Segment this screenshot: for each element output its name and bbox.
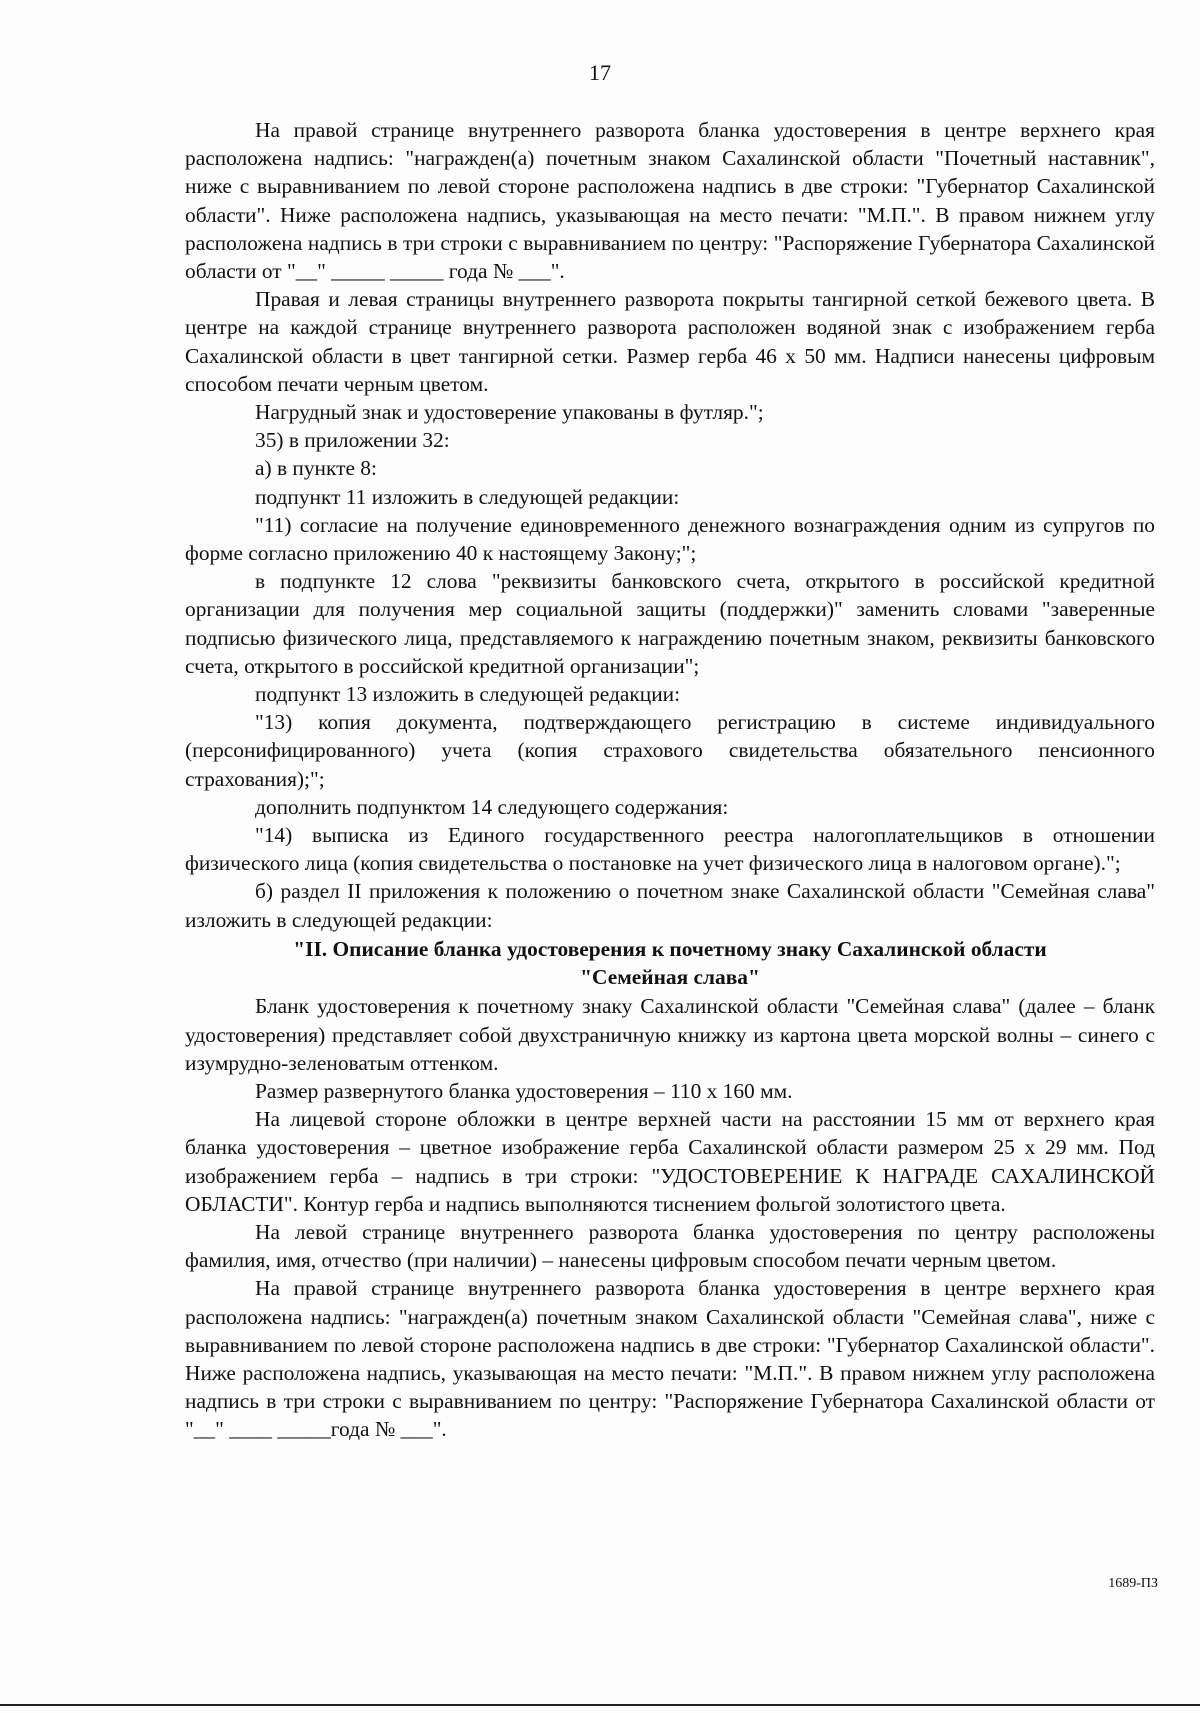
paragraph: в подпункте 12 слова "реквизиты банковского счета, открытого в российской кредитной организации для получения мер социальной защиты (поддержки)" заменить словами "заверенные подписью физического лица, представляемого к награждению почетным знаком, реквизиты банковского счета, открытого в российской кредитной организации"; — [185, 569, 1155, 678]
paragraph: "13) копия документа, подтверждающего регистрацию в системе индивидуального (персонифицированного) учета (копия страхового свидетельства обязательного пенсионного страхования);"; — [185, 710, 1155, 791]
paragraph: На правой странице внутреннего разворота бланка удостоверения в центре верхнего края расположена надпись: "награжден(а) почетным знаком Сахалинской области "Почетный наставник", ниже с выравниванием по левой стороне расположена надпись в две строки: "Губернатор Сахалинской области". Ниже расположена надпись, указывающая на место печати: "М.П.". В правом нижнем углу расположена надпись в три строки с выравниванием по центру: "Распоряжение Губернатора Сахалинской области от "__" _____ _____ года № ___". — [185, 118, 1155, 284]
paragraph: "11) согласие на получение единовременного денежного вознаграждения одним из супругов по форме согласно приложению 40 к настоящему Закону;"; — [185, 512, 1155, 566]
scan-edge-line — [0, 1704, 1200, 1706]
paragraph: На лицевой стороне обложки в центре верхней части на расстоянии 15 мм от верхнего края бланка удостоверения – цветное изображение герба Сахалинской области размером 25 x 29 мм. Под изображением герба – надпись в три строки: "УДОСТОВЕРЕНИЕ К НАГРАДЕ САХАЛИНСКОЙ ОБЛАСТИ". Контур герба и надпись выполняются тиснением фольгой золотистого цвета. — [185, 1107, 1155, 1216]
paragraph: Нагрудный знак и удостоверение упакованы в футляр."; — [255, 400, 764, 425]
paragraph: Бланк удостоверения к почетному знаку Сахалинской области "Семейная слава" (далее – бланк удостоверения) представляет собой двухстраничную книжку из картона цвета морской волны – синего с изумрудно-зеленоватым оттенком. — [185, 994, 1155, 1075]
section-heading-line-1: "II. Описание бланка удостоверения к почетному знаку Сахалинской области — [293, 936, 1047, 961]
paragraph: На правой странице внутреннего разворота бланка удостоверения в центре верхнего края расположена надпись: "награжден(а) почетным знаком Сахалинской области "Семейная слава", ниже с выравниванием по левой стороне расположена надпись в две строки: "Губернатор Сахалинской области". Ниже расположена надпись, указывающая на место печати: "М.П.". В правом нижнем углу расположена надпись в три строки с выравниванием по центру: "Распоряжение Губернатора Сахалинской области от "__" ____ _____года № ___". — [185, 1276, 1155, 1442]
paragraph: На левой странице внутреннего разворота бланка удостоверения по центру расположены фамилия, имя, отчество (при наличии) – нанесены цифровым способом печати черным цветом. — [185, 1219, 1155, 1273]
paragraph: б) раздел II приложения к положению о почетном знаке Сахалинской области "Семейная слава" изложить в следующей редакции: — [185, 879, 1155, 932]
document-code: 1689-ПЗ — [1108, 1576, 1158, 1591]
paragraph: 35) в приложении 32: — [255, 428, 450, 453]
page-number: 17 — [589, 60, 611, 85]
paragraph: а) в пункте 8: — [255, 456, 377, 481]
section-heading-line-2: "Семейная слава" — [580, 965, 760, 990]
paragraph: "14) выписка из Единого государственного реестра налогоплательщиков в отношении физического лица (копия свидетельства о постановке на учет физического лица в налоговом органе)."; — [185, 823, 1155, 876]
paragraph: подпункт 11 изложить в следующей редакции: — [255, 484, 680, 509]
paragraph: Размер развернутого бланка удостоверения – 110 x 160 мм. — [255, 1078, 793, 1103]
paragraph: Правая и левая страницы внутреннего разворота покрыты тангирной сеткой бежевого цвета. В центре на каждой странице внутреннего разворота расположен водяной знак с изображением герба Сахалинской области в цвет тангирной сетки. Размер герба 46 x 50 мм. Надписи нанесены цифровым способом печати черным цветом. — [185, 287, 1155, 396]
document-body — [185, 116, 1155, 1444]
paragraph: дополнить подпунктом 14 следующего содержания: — [255, 794, 729, 819]
section-heading — [185, 935, 1155, 991]
paragraph: подпункт 13 изложить в следующей редакции: — [255, 682, 681, 707]
